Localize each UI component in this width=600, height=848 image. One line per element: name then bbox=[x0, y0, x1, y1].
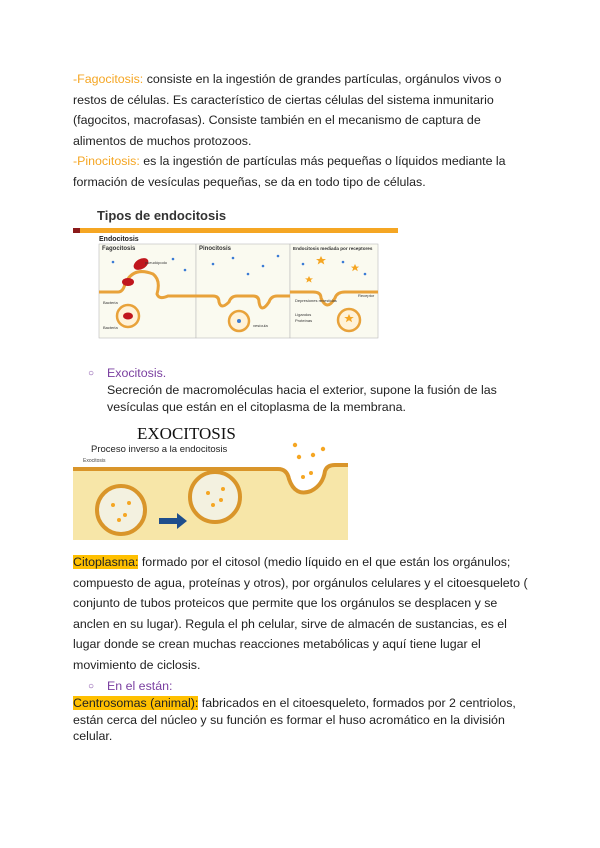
text-fagocitosis: consiste en la ingestión de grandes partículas, orgánulos vivos o restos de células. Es característico de ciertas células del sistema inmunitario (fagocitos, macrofasas). Consiste también en el mecanismo de captura de alimentos de muchos protozoos. bbox=[73, 72, 502, 148]
exocitosis-title: Exocitosis. bbox=[107, 366, 167, 380]
term-pinocitosis: -Pinocitosis: bbox=[73, 154, 140, 168]
title-bar-accent bbox=[73, 228, 80, 233]
en-el-estan-text: En el están: bbox=[107, 679, 173, 693]
paragraph-centrosomas bbox=[73, 695, 523, 745]
bullet-icon: ○ bbox=[88, 368, 95, 379]
exocitosis-text: Secreción de macromoléculas hacia el exterior, supone la fusión de las vesículas que están en el citoplasma de la membrana. bbox=[107, 383, 497, 414]
bullet-icon: ○ bbox=[88, 681, 95, 692]
exocitosis-item bbox=[88, 365, 528, 416]
label-bacteria-1: Bacteria bbox=[103, 300, 118, 305]
label-proteinas: Proteínas bbox=[295, 318, 313, 323]
endocitosis-section-label: Endocitosis bbox=[99, 236, 139, 243]
vesicle-2 bbox=[190, 472, 240, 522]
endocitosis-figure-title: Tipos de endocitosis bbox=[97, 208, 227, 223]
paragraph-fagocitosis bbox=[73, 69, 533, 151]
term-citoplasma: Citoplasma: bbox=[73, 555, 139, 569]
vesicle-1 bbox=[97, 486, 145, 534]
panel1-label: Fagocitosis bbox=[102, 246, 136, 252]
exocitosis-figure-title: EXOCITOSIS bbox=[137, 425, 236, 443]
exocitosis-figure-subtitle: Proceso inverso a la endocitosis bbox=[91, 444, 228, 455]
en-el-estan-item bbox=[88, 678, 528, 695]
panel2-label: Pinocitosis bbox=[199, 246, 232, 252]
phagosome-bacteria bbox=[123, 313, 133, 320]
text-centrosomas: fabricados en el citoesqueleto, formados por 2 centriolos, están cerca del núcleo y su función es formar el huso acromático en la división celular. bbox=[73, 696, 516, 743]
term-fagocitosis: -Fagocitosis: bbox=[73, 72, 144, 86]
bacteria-engulfed-shape bbox=[122, 278, 134, 286]
vesicle-content bbox=[237, 319, 241, 323]
exocitosis-small-label: Exocitosis bbox=[83, 458, 106, 464]
label-vesicula: vesícula bbox=[253, 323, 268, 328]
text-pinocitosis: es la ingestión de partículas más pequeñas o líquidos mediante la formación de vesículas pequeñas, se da en todo tipo de células. bbox=[73, 154, 506, 189]
label-depresiones: Depresiones revestidas bbox=[295, 298, 337, 303]
panel3-label: Endocitosis mediada por receptores bbox=[293, 246, 373, 251]
label-pseudopodo: pseudópodo bbox=[145, 260, 168, 265]
label-bacteria-2: Bacteria bbox=[103, 325, 118, 330]
label-ligandos: Ligandos bbox=[295, 312, 312, 317]
paragraph-pinocitosis bbox=[73, 151, 533, 192]
label-receptor: Receptor bbox=[358, 293, 375, 298]
paragraph-citoplasma bbox=[73, 552, 533, 675]
title-bar bbox=[80, 228, 398, 233]
endocitosis-figure bbox=[73, 204, 398, 340]
text-citoplasma: formado por el citosol (medio líquido en el que están los orgánulos; compuesto de agua, proteínas y otros), por orgánulos celulares y el citoesqueleto ( conjunto de tubos proteicos que permite que los orgánulos se desplacen y se anclen en su lugar). Regula el ph celular, sirve de almacén de sustancias, es el lugar donde se crean muchas reacciones metabólicas y aquí tiene lugar el movimiento de ciclosis. bbox=[73, 555, 528, 672]
term-centrosomas: Centrosomas (animal): bbox=[73, 696, 199, 710]
exocitosis-figure bbox=[73, 425, 348, 540]
